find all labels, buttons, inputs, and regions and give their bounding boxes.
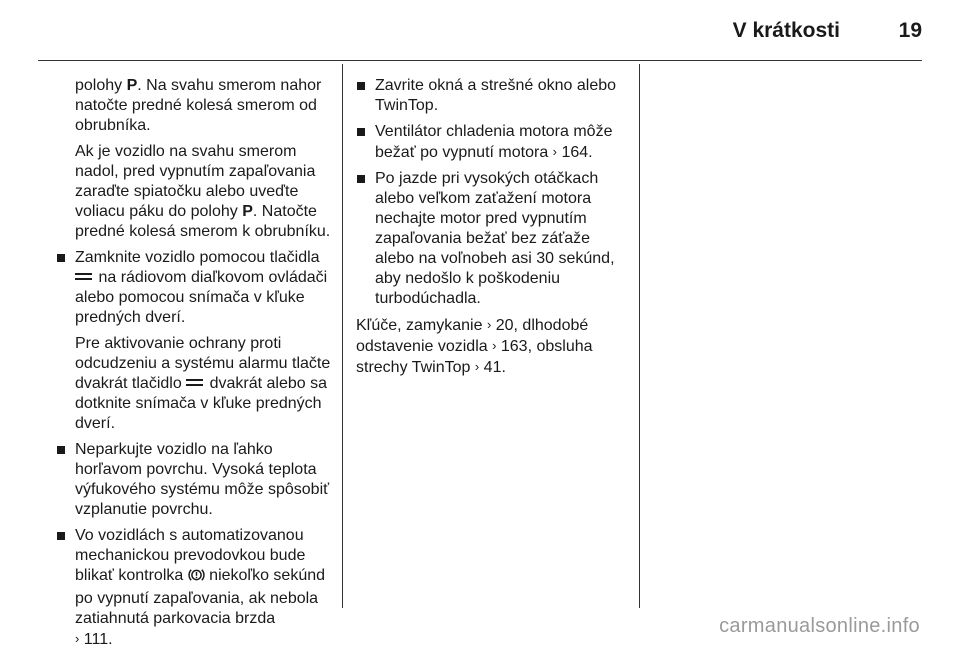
bullet-icon (357, 82, 365, 90)
list-item-cooling-fan: Ventilátor chladenia motora môže bežať po vypnutí motora › 164. (356, 122, 624, 163)
paragraph-downhill: Ak je vozidlo na svahu smerom nadol, pred vypnutím zapaľovania zaraďte spiatočku alebo uveďte voliacu páku do polohy P. Natočte predné kolesá smerom k obrubníku. (75, 143, 331, 240)
page-title: V krátkosti (732, 19, 840, 42)
bullet-icon (57, 254, 65, 262)
bullet-icon (57, 532, 65, 540)
page-ref-arrow-icon: › (486, 317, 492, 332)
text-column-2 (356, 76, 624, 384)
page-ref-arrow-icon: › (552, 144, 557, 159)
lock-button-icon (186, 377, 203, 387)
list-item-close-windows: Zavrite okná a strešné okno alebo TwinTop. (356, 76, 624, 116)
parking-brake-warning-icon (188, 567, 205, 589)
list-item-turbocharger: Po jazde pri vysokých otáčkach alebo veľkom zaťažení motora nechajte motor pred vypnutím zapaľovania bežať bez záťaže alebo na voľnobeh asi 30 sekúnd, aby nedošlo k poškodeniu turbodúchadla. (356, 169, 624, 309)
bullet-icon (357, 128, 365, 136)
page-reference[interactable]: 111. (79, 631, 113, 648)
list-item-lock-vehicle: Zamknite vozidlo pomocou tlačidla na rádiovom diaľkovom ovládači alebo pomocou snímača v kľuke predných dverí. (56, 248, 334, 328)
header-divider (38, 60, 922, 61)
page-header (0, 0, 960, 62)
bullet-icon (57, 446, 65, 454)
text-column-1 (56, 76, 334, 656)
list-item-flammable-surface: Neparkujte vozidlo na ľahko horľavom povrchu. Vysoká teplota výfukového systému môže spôsobiť vzplanutie povrchu. (56, 440, 334, 520)
bullet-icon (357, 175, 365, 183)
column-divider-left (342, 64, 343, 608)
paragraph-uphill: polohy P. Na svahu smerom nahor natočte predné kolesá smerom od obrubníka. (75, 77, 322, 134)
page-ref-arrow-icon: › (492, 338, 497, 353)
paragraph-anti-theft: Pre aktivovanie ochrany proti odcudzeniu a systému alarmu tlačte dvakrát tlačidlo dvakrát alebo sa dotknite snímača v kľuke predných dverí. (75, 335, 331, 432)
lock-button-icon (75, 271, 92, 281)
page-ref-arrow-icon: › (474, 359, 480, 374)
watermark: carmanualsonline.info (719, 615, 920, 637)
page-number: 19 (898, 19, 922, 42)
page-reference[interactable]: 164. (557, 144, 593, 161)
page-ref-arrow-icon: › (75, 631, 80, 646)
paragraph-cross-references: Kľúče, zamykanie › 20, dlhodobé odstavenie vozidla › 163, obsluha strechy TwinTop › 41. (356, 317, 593, 376)
column-divider-right (639, 64, 640, 608)
list-item-automated-gearbox: Vo vozidlách s automatizovanou mechanickou prevodovkou bude blikať kontrolka niekoľko sekúnd po vypnutí zapaľovania, ak nebola zatiahnutá parkovacia brzda › 111. (56, 526, 334, 650)
